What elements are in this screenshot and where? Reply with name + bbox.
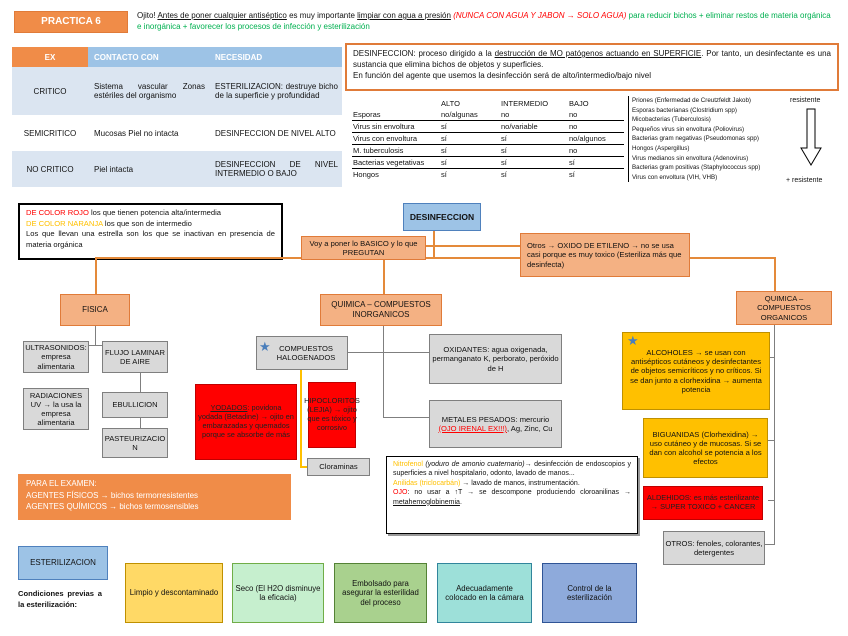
col-contacto: CONTACTO CON: [88, 47, 211, 67]
cell: ESTERILIZACION: destruye bicho de la superficie y profundidad: [215, 82, 338, 100]
legend-box: DE COLOR ROJO los que tienen potencia alta/intermedia DE COLOR NARANJA los que son de intermedio Los que llevan una estrella son los que se inactivan en presencia de materia orgánica: [18, 203, 283, 260]
quimica-inorganicos-node: QUIMICA – COMPUESTOS INORGANICOS: [320, 294, 442, 326]
cell: Hongos: [353, 170, 379, 179]
cell: sí: [501, 134, 507, 143]
cell: sí: [501, 146, 507, 155]
aldehidos-node: ALDEHIDOS: es más esterilizante → SUPER TOXICO + CANCER: [643, 486, 763, 520]
radiaciones-node: RADIACIONES UV → la usa la empresa alimentaria: [23, 388, 89, 430]
cell: Piel intacta: [94, 164, 134, 174]
hdr: BAJO: [569, 99, 589, 108]
otros-node: OTROS: fenoles, colorantes, detergentes: [663, 531, 765, 565]
cell: sí: [569, 170, 575, 179]
cloraminas-node: Cloraminas: [307, 458, 370, 476]
cell: sí: [441, 134, 447, 143]
resistance-item: Virus con envoltura (VIH, VHB): [632, 173, 718, 181]
cell: DESINFECCION DE NIVEL INTERMEDIO O BAJO: [215, 160, 338, 178]
cell: sí: [441, 122, 447, 131]
esterilizacion-title: ESTERILIZACION: [18, 546, 108, 580]
definition-box: DESINFECCION: proceso dirigido a la destrucción de MO patógenos actuando en SUPERFICIE. Por tanto, un desinfectante es una sustancia que elimina bichos de objetos y superficies. En función del agente que usemos la desinfección será de alto/intermedio/bajo nivel: [345, 43, 839, 91]
cell: no: [501, 110, 510, 119]
step-control: Control de la esterilización: [542, 563, 637, 623]
resistance-item: Hongos (Aspergillus): [632, 145, 690, 153]
hdr: INTERMEDIO: [501, 99, 549, 108]
biguanidas-node: BIGUANIDAS (Clorhexidina) → uso cutáneo y de mucosas. Si se dan con alcohol se potencia a los efectos: [643, 418, 768, 478]
alcoholes-node: [622, 332, 770, 410]
cell: no: [569, 146, 578, 155]
row-semicritico: SEMICRITICO: [23, 128, 77, 138]
spaulding-table: [12, 47, 342, 187]
cell: Virus con envoltura: [353, 134, 418, 143]
cell: Sistema vascular Zonas estériles del organismo: [94, 82, 205, 100]
row-no-critico: NO CRITICO: [26, 164, 74, 174]
exam-line: AGENTES FÍSICOS → bichos termorresistentes: [26, 490, 199, 500]
cell: no: [569, 122, 578, 131]
cell: M. tuberculosis: [353, 146, 404, 155]
resistance-item: Micobacterias (Tuberculosis): [632, 116, 711, 124]
halogenados-node: [256, 336, 348, 370]
cell: Mucosas Piel no intacta: [94, 128, 179, 138]
resistance-top-label: resistente: [790, 97, 821, 104]
cell: Esporas: [353, 110, 381, 119]
oxido-etileno-note: Otros → OXIDO DE ETILENO → no se usa casi porque es muy toxico (Esteriliza más que desinfecta): [520, 233, 690, 277]
step-colocado: Adecuadamente colocado en la cámara: [437, 563, 532, 623]
cell: DESINFECCION DE NIVEL ALTO: [215, 128, 336, 138]
quimica-organicos-node: QUIMICA – COMPUESTOS ORGANICOS: [736, 291, 832, 325]
alcoholes-label: ALCOHOLES → se usan con antisépticos cutáneos y desinfectantes de objetos semicríticos y no críticos. Si se dan junto a clorhexidina → aumenta potencia: [630, 348, 762, 394]
resistance-item: Bacterias gram negativas (Pseudomonas spp): [632, 135, 759, 143]
col-necesidad: NECESIDAD: [211, 47, 342, 67]
step-embolsado: Embolsado para asegurar la esterilidad del proceso: [334, 563, 427, 623]
hipoclorito-node: HIPOCLORITOS (LEJIA) → ojito que es tóxico y corrosivo: [308, 382, 356, 448]
exam-box: [18, 474, 291, 520]
step-seco: Seco (El H2O disminuye la eficacia): [232, 563, 324, 623]
desinfeccion-root: DESINFECCION: [403, 203, 481, 231]
practica-badge: PRACTICA 6: [14, 11, 128, 33]
amonio-notes-box: Nitrofenol (yoduro de amonio cuaternario)→ desinfección de endoscopios y superficies a nivel hospitalario, odonto, lavado de manos... Anilidas (triclocarbán) → lavado de manos, instrumentación. OJO: no usar a ↑T → se descompone produciendo cloroanilinas → metahemoglobinemia.: [386, 456, 638, 534]
down-arrow-icon: [800, 108, 822, 166]
levels-table: [352, 98, 624, 180]
step-limpio: Limpio y descontaminado: [125, 563, 223, 623]
cell: no/algunos: [569, 134, 606, 143]
pasteurizacion-node: PASTEURIZACION: [102, 428, 168, 458]
cell: sí: [501, 170, 507, 179]
row-critico: CRITICO: [33, 86, 67, 96]
ebullicion-node: EBULLICION: [102, 392, 168, 418]
resistance-item: Virus medianos sin envoltura (Adenovirus): [632, 154, 749, 162]
metales-node: METALES PESADOS: mercurio (OJO IRENAL EX!!!), Ag, Zinc, Cu: [429, 400, 562, 448]
halogenados-label: COMPUESTOS HALOGENADOS: [276, 343, 336, 362]
star-icon: ★: [259, 339, 271, 354]
cell: no/variable: [501, 122, 538, 131]
cell: no/algunas: [441, 110, 478, 119]
resistance-list: [628, 96, 780, 182]
yodados-node: YODADOS: povidona yodada (Betadine) → ojito en embarazadas y quemados porque se absorbe de más: [195, 384, 297, 460]
exam-line: AGENTES QUÍMICOS → bichos termosensibles: [26, 502, 199, 512]
cell: sí: [569, 158, 575, 167]
oxidantes-node: OXIDANTES: agua oxigenada, permanganato K, perborato, peróxido de H: [429, 334, 562, 384]
resistance-item: Esporas bacterianas (Clostridium spp): [632, 106, 737, 114]
star-icon: ★: [627, 333, 639, 348]
cell: no: [569, 110, 578, 119]
hdr: ALTO: [441, 99, 460, 108]
cell: sí: [441, 146, 447, 155]
exam-title: PARA EL EXAMEN:: [26, 479, 97, 488]
cell: sí: [441, 170, 447, 179]
resistance-bottom-label: + resistente: [786, 177, 823, 184]
cell: Virus sin envoltura: [353, 122, 415, 131]
resistance-item: Priones (Enfermedad de Creutzfeldt Jakob): [632, 97, 751, 104]
cell: sí: [501, 158, 507, 167]
cell: Bacterias vegetativas: [353, 158, 425, 167]
resistance-item: Pequeños virus sin envoltura (Poliovirus): [632, 125, 745, 133]
cell: sí: [441, 158, 447, 167]
basic-note: Voy a poner lo BASICO y lo que PREGUTAN: [301, 236, 426, 260]
flujo-laminar-node: FLUJO LAMINAR DE AIRE: [102, 341, 168, 373]
esterilizacion-conditions: Condiciones previas a la esterilización:: [18, 589, 102, 609]
resistance-item: Bacterias gram positivas (Staphylococcus spp): [632, 164, 761, 172]
fisica-node: FISICA: [60, 294, 130, 326]
ultrasonidos-node: ULTRASONIDOS: empresa alimentaria: [23, 341, 89, 373]
header-note: Ojito! Antes de poner cualquier antiséptico es muy importante limpiar con agua a presión (NUNCA CON AGUA Y JABON → SOLO AGUA) para reducir bichos + eliminar restos de materia orgánica e inorgánica + favorecer los procesos de infección y esterilización: [137, 11, 831, 31]
col-ex: EX: [12, 47, 88, 67]
